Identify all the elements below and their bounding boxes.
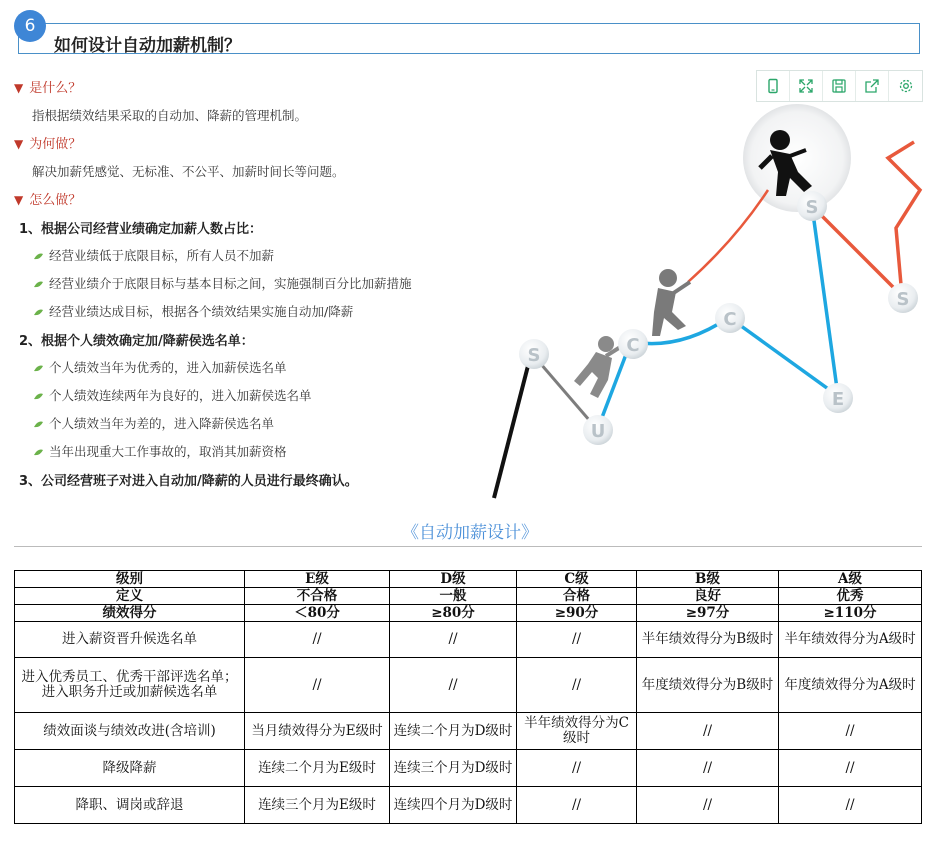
- table-cell: 连续二个月为E级时: [245, 750, 390, 787]
- triangle-down-icon: ▼: [14, 193, 24, 207]
- rope-red-climb: [688, 190, 768, 282]
- table-cell: 连续四个月为D级时: [390, 787, 517, 824]
- rope-red-1: [812, 206, 902, 296]
- table-cell: //: [245, 622, 390, 658]
- svg-text:S: S: [896, 289, 910, 310]
- salary-grade-table: [14, 570, 922, 824]
- letter-ball: [618, 329, 648, 359]
- table-row: [15, 750, 922, 787]
- step-title: 2、根据个人绩效确定加/降薪侯选名单：: [19, 334, 254, 349]
- table-cell: //: [390, 658, 517, 713]
- svg-text:S: S: [527, 345, 541, 366]
- leaf-bullet-icon: [33, 421, 44, 428]
- list-item: 经营业绩介于底限目标与基本目标之间，实施强制百分比加薪措施: [33, 274, 412, 292]
- list-item: 经营业绩达成目标，根据各个绩效结果实施自动加/降薪: [33, 302, 353, 320]
- leaf-bullet-icon: [33, 253, 44, 260]
- letter-ball: [797, 191, 827, 221]
- table-cell: //: [517, 750, 637, 787]
- table-cell: 年度绩效得分为B级时: [637, 658, 779, 713]
- save-button[interactable]: [823, 71, 856, 101]
- table-header-row: [15, 588, 922, 605]
- table-header-cell: C级: [517, 571, 637, 588]
- section-what: [14, 77, 81, 96]
- table-cell: //: [637, 713, 779, 750]
- table-header-cell: 定义: [15, 588, 245, 605]
- toolbar: [756, 70, 923, 102]
- list-item: 经营业绩低于底限目标，所有人员不加薪: [33, 246, 274, 264]
- list-item: 个人绩效连续两年为良好的，进入加薪侯选名单: [33, 386, 312, 404]
- leaf-bullet-icon: [33, 281, 44, 288]
- share-icon: [864, 78, 880, 94]
- table-header-row: [15, 605, 922, 622]
- share-button[interactable]: [856, 71, 889, 101]
- success-climb-illustration: [480, 100, 925, 505]
- table-header-cell: 合格: [517, 588, 637, 605]
- settings-icon: [898, 78, 914, 94]
- letter-ball: [519, 339, 549, 369]
- section-why-label: 为何做？: [29, 137, 82, 152]
- section-how: [14, 189, 81, 208]
- figure-caption: 《自动加薪设计》: [402, 523, 538, 543]
- letter-ball: [823, 383, 853, 413]
- svg-text:S: S: [805, 197, 819, 218]
- table-cell: //: [779, 750, 922, 787]
- table-header-cell: B级: [637, 571, 779, 588]
- table-header-cell: ≥80分: [390, 605, 517, 622]
- letter-ball: [888, 283, 918, 313]
- table-cell: //: [517, 787, 637, 824]
- table-row: [15, 622, 922, 658]
- rope-black: [494, 358, 530, 498]
- table-row: [15, 658, 922, 713]
- divider: [14, 546, 922, 547]
- table-cell: 半年绩效得分为A级时: [779, 622, 922, 658]
- settings-button[interactable]: [889, 71, 922, 101]
- list-item: 个人绩效当年为优秀的，进入加薪侯选名单: [33, 358, 287, 376]
- table-cell: //: [637, 750, 779, 787]
- table-cell: 进入薪资晋升候选名单: [15, 622, 245, 658]
- mobile-icon: [765, 78, 781, 94]
- spotlight-circle: [743, 104, 851, 212]
- rope-blue-3: [730, 318, 838, 396]
- list-item: 当年出现重大工作事故的，取消其加薪资格: [33, 442, 287, 460]
- section-how-label: 怎么做？: [29, 193, 82, 208]
- table-header-cell: ＜80分: [245, 605, 390, 622]
- leaf-bullet-icon: [33, 393, 44, 400]
- table-header-cell: 优秀: [779, 588, 922, 605]
- climber-figure-2: [652, 269, 690, 336]
- leaf-bullet-icon: [33, 365, 44, 372]
- table-header-row: [15, 571, 922, 588]
- fullscreen-button[interactable]: [790, 71, 823, 101]
- table-cell: 降级降薪: [15, 750, 245, 787]
- section-what-label: 是什么？: [29, 81, 82, 96]
- letter-ball: [715, 303, 745, 333]
- table-header-cell: D级: [390, 571, 517, 588]
- table-cell: 半年绩效得分为B级时: [637, 622, 779, 658]
- table-cell: //: [779, 713, 922, 750]
- table-header-cell: ≥110分: [779, 605, 922, 622]
- letter-ball: [583, 415, 613, 445]
- table-cell: 半年绩效得分为C级时: [517, 713, 637, 750]
- rope-blue-4: [812, 206, 838, 396]
- table-cell: 降职、调岗或辞退: [15, 787, 245, 824]
- table-header-cell: 绩效得分: [15, 605, 245, 622]
- table-cell: //: [245, 658, 390, 713]
- triangle-down-icon: ▼: [14, 137, 24, 151]
- table-cell: 连续三个月为D级时: [390, 750, 517, 787]
- rope-red-2: [888, 142, 920, 296]
- list-item: 个人绩效当年为差的，进入降薪侯选名单: [33, 414, 274, 432]
- save-icon: [831, 78, 847, 94]
- table-header-cell: 级别: [15, 571, 245, 588]
- table-cell: //: [390, 622, 517, 658]
- page-title: 如何设计自动加薪机制？: [54, 36, 241, 56]
- svg-text:E: E: [831, 389, 845, 410]
- table-cell: 当月绩效得分为E级时: [245, 713, 390, 750]
- fullscreen-icon: [798, 78, 814, 94]
- table-cell: 绩效面谈与绩效改进(含培训): [15, 713, 245, 750]
- svg-text:C: C: [723, 309, 737, 330]
- mobile-view-button[interactable]: [757, 71, 790, 101]
- table-cell: 连续二个月为D级时: [390, 713, 517, 750]
- table-cell: 年度绩效得分为A级时: [779, 658, 922, 713]
- section-why-text: 解决加薪凭感觉、无标准、不公平、加薪时间长等问题。: [32, 164, 345, 179]
- table-header-cell: ≥90分: [517, 605, 637, 622]
- table-cell: //: [517, 658, 637, 713]
- table-header-cell: A级: [779, 571, 922, 588]
- section-what-text: 指根据绩效结果采取的自动加、降薪的管理机制。: [32, 108, 308, 123]
- table-header-cell: 良好: [637, 588, 779, 605]
- step-title: 3、公司经营班子对进入自动加/降薪的人员进行最终确认。: [19, 474, 358, 489]
- triangle-down-icon: ▼: [14, 81, 24, 95]
- table-cell: //: [637, 787, 779, 824]
- table-header-cell: 一般: [390, 588, 517, 605]
- table-cell: 连续三个月为E级时: [245, 787, 390, 824]
- leaf-bullet-icon: [33, 449, 44, 456]
- leaf-bullet-icon: [33, 309, 44, 316]
- table-header-cell: 不合格: [245, 588, 390, 605]
- svg-text:C: C: [626, 335, 640, 356]
- table-cell: //: [517, 622, 637, 658]
- table-cell: //: [779, 787, 922, 824]
- svg-text:U: U: [590, 421, 606, 442]
- step-title: 1、根据公司经营业绩确定加薪人数占比：: [19, 222, 263, 237]
- table-header-cell: E级: [245, 571, 390, 588]
- table-row: [15, 713, 922, 750]
- table-cell: 进入优秀员工、优秀干部评选名单；进入职务升迁或加薪候选名单: [15, 658, 245, 713]
- table-row: [15, 787, 922, 824]
- section-why: [14, 133, 81, 152]
- table-header-cell: ≥97分: [637, 605, 779, 622]
- section-number-badge: 6: [14, 10, 46, 42]
